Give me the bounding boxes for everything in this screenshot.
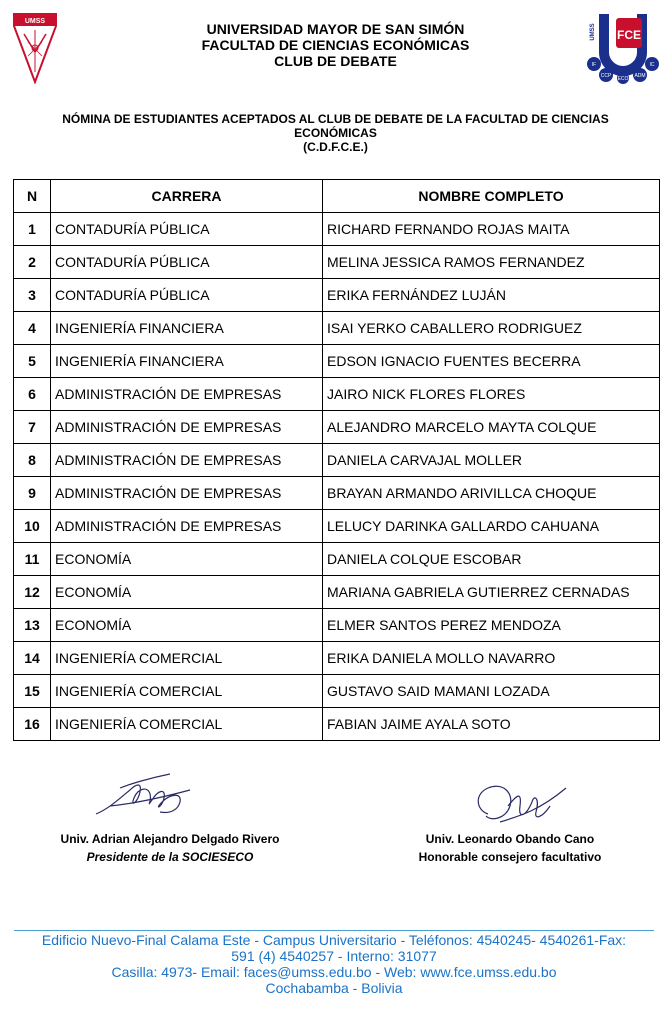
signatory-name-right: Univ. Leonardo Obando Cano — [425, 832, 595, 846]
table-body — [14, 213, 660, 741]
table-header-row — [14, 180, 660, 213]
row-nombre: ISAI YERKO CABALLERO RODRIGUEZ — [323, 312, 660, 345]
svg-text:FCE: FCE — [617, 28, 641, 42]
row-number: 4 — [14, 312, 51, 345]
header-carrera: CARRERA — [51, 180, 323, 213]
row-carrera: INGENIERÍA FINANCIERA — [51, 312, 323, 345]
row-number: 11 — [14, 543, 51, 576]
row-nombre: DANIELA CARVAJAL MOLLER — [323, 444, 660, 477]
umss-shield-logo — [12, 12, 58, 84]
row-nombre: ERIKA FERNÁNDEZ LUJÁN — [323, 279, 660, 312]
row-carrera: ADMINISTRACIÓN DE EMPRESAS — [51, 510, 323, 543]
table-row — [14, 576, 660, 609]
header-n: N — [14, 180, 51, 213]
table-row — [14, 642, 660, 675]
row-nombre: MELINA JESSICA RAMOS FERNANDEZ — [323, 246, 660, 279]
svg-text:UMSS: UMSS — [590, 23, 596, 41]
faculty-name: FACULTAD DE CIENCIAS ECONÓMICAS — [201, 37, 470, 53]
row-number: 10 — [14, 510, 51, 543]
row-carrera: ECONOMÍA — [51, 609, 323, 642]
document-title — [15, 112, 656, 154]
letterhead — [0, 0, 671, 110]
footer-contact — [14, 932, 654, 996]
row-nombre: LELUCY DARINKA GALLARDO CAHUANA — [323, 510, 660, 543]
students-table — [13, 179, 660, 741]
svg-text:ADM: ADM — [634, 73, 646, 79]
row-number: 3 — [14, 279, 51, 312]
row-carrera: CONTADURÍA PÚBLICA — [51, 246, 323, 279]
signature-block-left — [40, 830, 300, 866]
footer-divider — [14, 930, 654, 931]
row-number: 7 — [14, 411, 51, 444]
table-row — [14, 543, 660, 576]
row-nombre: GUSTAVO SAID MAMANI LOZADA — [323, 675, 660, 708]
header-nombre: NOMBRE COMPLETO — [323, 180, 660, 213]
table-row — [14, 279, 660, 312]
row-number: 15 — [14, 675, 51, 708]
table-row — [14, 411, 660, 444]
title-line-2: ECONÓMICAS — [294, 126, 377, 140]
row-nombre: FABIAN JAIME AYALA SOTO — [323, 708, 660, 741]
row-number: 6 — [14, 378, 51, 411]
svg-text:UMSS: UMSS — [24, 18, 46, 25]
row-carrera: ECONOMÍA — [51, 576, 323, 609]
footer-address: Edificio Nuevo-Final Calama Este - Campus Universitario - Teléfonos: 4540245- 4540261-Fax: — [41, 932, 627, 948]
row-nombre: EDSON IGNACIO FUENTES BECERRA — [323, 345, 660, 378]
table-row — [14, 213, 660, 246]
row-carrera: CONTADURÍA PÚBLICA — [51, 213, 323, 246]
signatory-role-right: Honorable consejero facultativo — [418, 850, 602, 864]
signatory-role-left: Presidente de la SOCIESECO — [86, 850, 254, 864]
fce-logo — [586, 12, 660, 84]
table-row — [14, 312, 660, 345]
row-number: 9 — [14, 477, 51, 510]
table-row — [14, 609, 660, 642]
row-carrera: INGENIERÍA COMERCIAL — [51, 675, 323, 708]
svg-text:IF: IF — [591, 62, 597, 68]
row-number: 2 — [14, 246, 51, 279]
table-row — [14, 378, 660, 411]
row-carrera: INGENIERÍA COMERCIAL — [51, 642, 323, 675]
table-row — [14, 675, 660, 708]
row-nombre: ELMER SANTOS PEREZ MENDOZA — [323, 609, 660, 642]
title-line-1: NÓMINA DE ESTUDIANTES ACEPTADOS AL CLUB DE DEBATE DE LA FACULTAD DE CIENCIAS — [62, 112, 609, 126]
row-carrera: ADMINISTRACIÓN DE EMPRESAS — [51, 411, 323, 444]
svg-text:IC: IC — [649, 62, 655, 68]
row-number: 5 — [14, 345, 51, 378]
row-carrera: ADMINISTRACIÓN DE EMPRESAS — [51, 378, 323, 411]
row-carrera: ADMINISTRACIÓN DE EMPRESAS — [51, 444, 323, 477]
row-nombre: ALEJANDRO MARCELO MAYTA COLQUE — [323, 411, 660, 444]
table-row — [14, 246, 660, 279]
row-nombre: DANIELA COLQUE ESCOBAR — [323, 543, 660, 576]
row-number: 1 — [14, 213, 51, 246]
institution-heading — [150, 21, 521, 69]
row-carrera: INGENIERÍA FINANCIERA — [51, 345, 323, 378]
svg-text:ECO: ECO — [617, 76, 629, 82]
signature-right-image — [470, 776, 570, 830]
row-number: 12 — [14, 576, 51, 609]
table-row — [14, 510, 660, 543]
row-nombre: BRAYAN ARMANDO ARIVILLCA CHOQUE — [323, 477, 660, 510]
row-carrera: ECONOMÍA — [51, 543, 323, 576]
university-name: UNIVERSIDAD MAYOR DE SAN SIMÓN — [206, 21, 465, 37]
row-nombre: ERIKA DANIELA MOLLO NAVARRO — [323, 642, 660, 675]
row-nombre: MARIANA GABRIELA GUTIERREZ CERNADAS — [323, 576, 660, 609]
table-row — [14, 708, 660, 741]
table-row — [14, 444, 660, 477]
signature-left-image — [90, 768, 200, 824]
row-carrera: CONTADURÍA PÚBLICA — [51, 279, 323, 312]
club-name: CLUB DE DEBATE — [274, 53, 397, 69]
row-number: 13 — [14, 609, 51, 642]
footer-phones: 591 (4) 4540257 - Interno: 31077 — [231, 948, 437, 964]
row-number: 16 — [14, 708, 51, 741]
footer-email-web: Casilla: 4973- Email: faces@umss.edu.bo - Web: www.fce.umss.edu.bo — [111, 964, 557, 980]
footer-city: Cochabamba - Bolivia — [265, 980, 403, 996]
table-row — [14, 345, 660, 378]
row-number: 14 — [14, 642, 51, 675]
title-line-3: (C.D.F.C.E.) — [303, 140, 368, 154]
row-carrera: INGENIERÍA COMERCIAL — [51, 708, 323, 741]
row-number: 8 — [14, 444, 51, 477]
signature-block-right — [370, 830, 650, 866]
signatory-name-left: Univ. Adrian Alejandro Delgado Rivero — [60, 832, 280, 846]
table-row — [14, 477, 660, 510]
row-carrera: ADMINISTRACIÓN DE EMPRESAS — [51, 477, 323, 510]
row-nombre: RICHARD FERNANDO ROJAS MAITA — [323, 213, 660, 246]
row-nombre: JAIRO NICK FLORES FLORES — [323, 378, 660, 411]
svg-text:CCP: CCP — [600, 73, 612, 79]
